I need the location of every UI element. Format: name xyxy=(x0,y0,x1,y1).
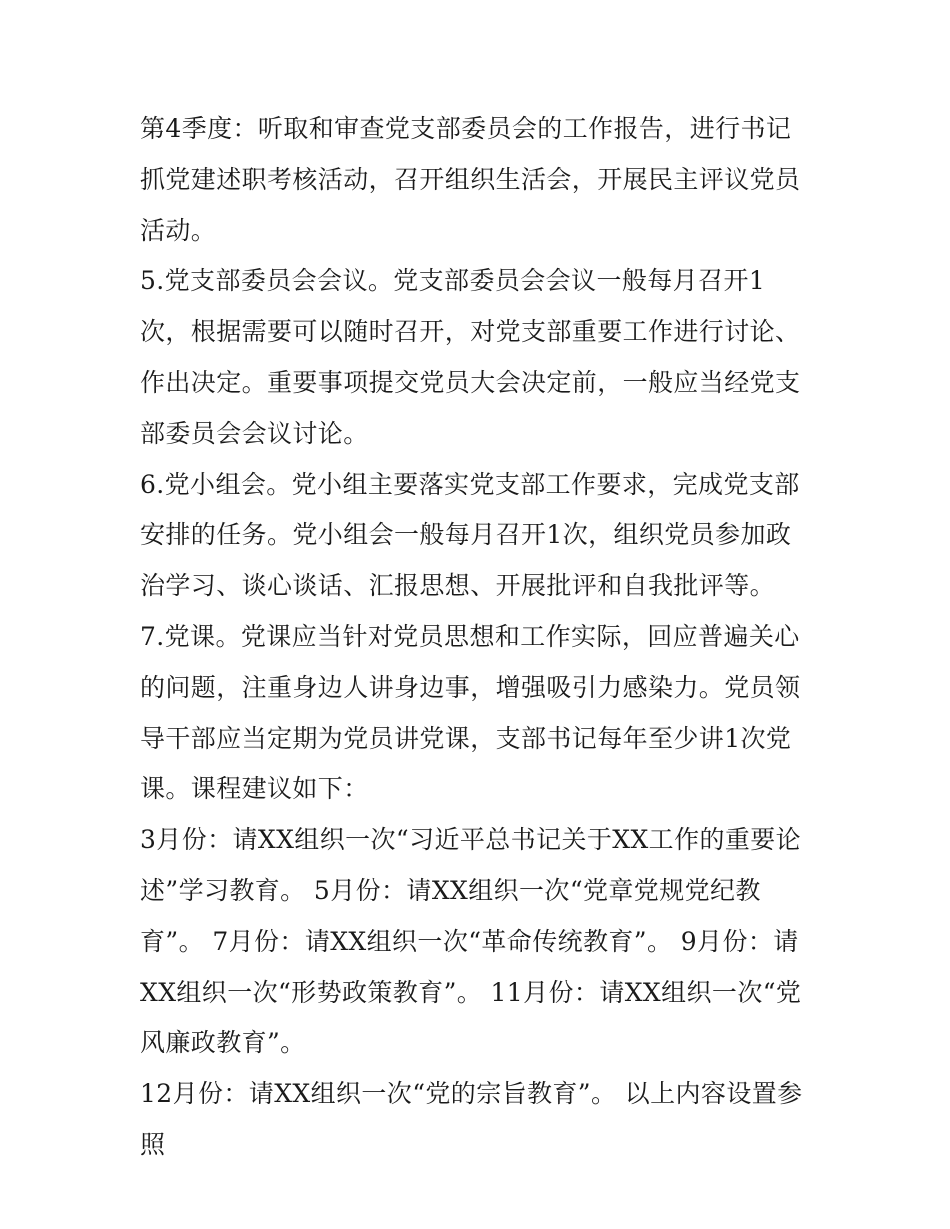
paragraph-monthly-schedule: 3月份：请XX组织一次“习近平总书记关于XX工作的重要论述”学习教育。 5月份：请XX组织一次“党章党规党纪教育”。 7月份：请XX组织一次“革命传统教育”。 9月份：请XX组织一次“形势政策教育”。 11月份：请XX组织一次“党风廉政教育”。 xyxy=(140,825,802,1058)
paragraph-committee-meeting: 5.党支部委员会会议。党支部委员会会议一般每月召开1次，根据需要可以随时召开，对党支部重要工作进行讨论、作出决定。重要事项提交党员大会决定前，一般应当经党支部委员会会议讨论。 xyxy=(140,266,801,448)
paragraph-december-schedule: 12月份：请XX组织一次“党的宗旨教育”。 以上内容设置参照 xyxy=(140,1079,803,1159)
paragraph-group-meeting: 6.党小组会。党小组主要落实党支部工作要求，完成党支部安排的任务。党小组会一般每月召开1次，组织党员参加政治学习、谈心谈话、汇报思想、开展批评和自我批评等。 xyxy=(140,469,800,601)
paragraph-q4-activities: 第4季度：听取和审查党支部委员会的工作报告，进行书记抓党建述职考核活动，召开组织生活会，开展民主评议党员活动。 xyxy=(140,114,801,245)
paragraph-party-lecture: 7.党课。党课应当针对党员思想和工作实际，回应普遍关心的问题，注重身边人讲身边事，增强吸引力感染力。党员领导干部应当定期为党员讲党课，支部书记每年至少讲1次党课。课程建议如下： xyxy=(140,621,801,804)
document-body xyxy=(140,104,812,1171)
